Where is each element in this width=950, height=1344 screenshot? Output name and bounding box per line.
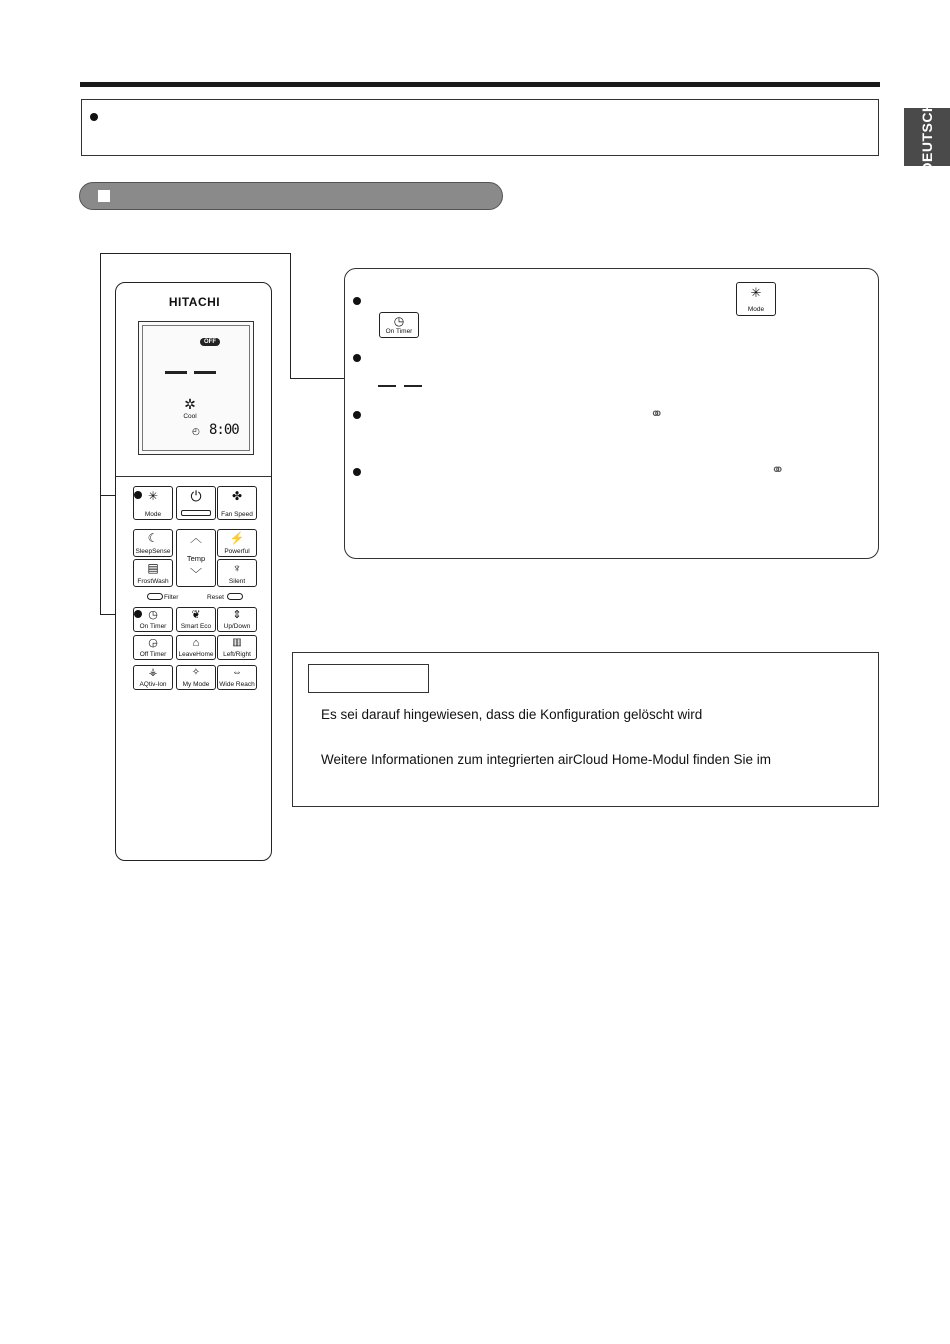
mode-label: Cool	[183, 413, 197, 420]
panel-on-timer-button	[379, 312, 419, 338]
timer-icon: ◷	[393, 314, 405, 328]
off-timer-button[interactable]	[133, 635, 173, 660]
filter-button[interactable]	[147, 593, 163, 600]
swing-vertical-icon: ⇕	[232, 609, 242, 621]
snowflake-icon: ✳	[147, 489, 159, 503]
instruction-panel	[344, 268, 879, 559]
leader-line-top	[100, 253, 291, 254]
reset-button[interactable]	[227, 593, 243, 600]
power-button[interactable]	[176, 486, 216, 520]
power-icon: ⏻	[190, 488, 202, 504]
ion-icon: ⚶	[148, 667, 158, 678]
mode-button-label: Mode	[144, 511, 162, 518]
aqtiv-ion-button[interactable]	[133, 665, 173, 690]
my-mode-button[interactable]	[176, 665, 216, 690]
cool-snowflake-icon: ✲	[184, 396, 196, 412]
panel-bullet-4	[353, 468, 361, 476]
timer-icon: ◶	[148, 637, 158, 649]
frostwash-icon: ▤	[147, 561, 159, 575]
wide-reach-button[interactable]	[217, 665, 257, 690]
leavehome-label: LeaveHome	[178, 651, 214, 658]
fan-speed-button[interactable]	[217, 486, 257, 520]
chevron-up-icon: ︿	[189, 531, 202, 545]
on-timer-label: On Timer	[139, 623, 167, 630]
dash-symbol-1	[378, 385, 396, 387]
hint-tag	[308, 664, 429, 693]
clock-icon: ◴	[192, 426, 200, 436]
temp-label: Temp	[186, 554, 206, 563]
frostwash-button[interactable]	[133, 559, 173, 587]
powerful-label: Powerful	[224, 548, 250, 555]
remote-divider	[116, 476, 271, 477]
swing-horizontal-icon: ▥	[232, 637, 242, 648]
left-right-label: Left/Right	[223, 651, 251, 658]
wide-reach-label: Wide Reach	[219, 681, 255, 688]
off-timer-label: Off Timer	[139, 651, 167, 658]
moon-icon: ☾	[147, 531, 159, 545]
smart-eco-button[interactable]	[176, 607, 216, 632]
top-rule	[80, 82, 880, 87]
leader-line-vertical	[290, 253, 291, 379]
section-heading-bar	[79, 182, 503, 210]
link-icon: ⚭	[650, 406, 664, 423]
left-right-button[interactable]	[217, 635, 257, 660]
dash-symbol-2	[404, 385, 422, 387]
panel-on-timer-label: On Timer	[385, 328, 413, 335]
wide-reach-icon: ⇔	[232, 667, 242, 678]
chevron-down-icon: ﹀	[189, 567, 202, 581]
temp-dash-1	[165, 371, 187, 374]
sleepsense-label: SleepSense	[135, 548, 171, 555]
timer-digits: 8:00	[209, 422, 239, 438]
smart-eco-label: Smart Eco	[180, 623, 212, 630]
reset-label: Reset	[207, 594, 224, 601]
section-square-icon	[98, 190, 110, 202]
snowflake-icon: ✳	[750, 285, 762, 300]
silent-label: Silent	[228, 578, 246, 585]
leader-line-left	[100, 253, 101, 615]
silent-icon: ♆	[232, 561, 242, 575]
callout-dot-on-timer	[134, 610, 142, 618]
language-tab-label: DEUTSCH	[919, 101, 935, 173]
up-down-label: Up/Down	[223, 623, 251, 630]
brand-logo: HITACHI	[168, 295, 221, 309]
panel-bullet-2	[353, 354, 361, 362]
lcd-display	[138, 321, 254, 455]
powerful-button[interactable]	[217, 529, 257, 557]
timer-icon: ◷	[148, 609, 158, 621]
leaf-icon: ❦	[191, 609, 201, 621]
lcd-inner	[142, 325, 250, 451]
panel-mode-label: Mode	[747, 306, 765, 313]
my-mode-icon: ✧	[191, 667, 201, 678]
powerful-icon: ⚡	[229, 531, 245, 545]
temp-rocker[interactable]	[176, 529, 216, 587]
bullet	[90, 113, 98, 121]
panel-mode-button	[736, 282, 776, 316]
fan-speed-label: Fan Speed	[221, 511, 253, 518]
my-mode-label: My Mode	[182, 681, 210, 688]
filter-label: Filter	[164, 594, 179, 601]
hint-line-1: Es sei darauf hingewiesen, dass die Konfiguration gelöscht wird	[321, 707, 703, 722]
leavehome-button[interactable]	[176, 635, 216, 660]
language-tab[interactable]	[904, 101, 950, 173]
sleepsense-button[interactable]	[133, 529, 173, 557]
link-icon: ⚭	[771, 462, 785, 479]
off-badge: OFF	[200, 338, 220, 346]
remote-control	[115, 282, 272, 861]
aqtiv-ion-label: AQtiv-Ion	[139, 681, 167, 688]
callout-dot-mode	[134, 491, 142, 499]
up-down-button[interactable]	[217, 607, 257, 632]
frostwash-label: FrostWash	[137, 578, 169, 585]
fan-icon: ✤	[231, 489, 243, 503]
panel-bullet-1	[353, 297, 361, 305]
power-indicator	[181, 510, 211, 516]
temp-dash-2	[194, 371, 216, 374]
hint-line-2: Weitere Informationen zum integrierten airCloud Home-Modul finden Sie im	[321, 752, 771, 767]
header-note-box	[81, 99, 879, 156]
home-icon: ⌂	[192, 637, 200, 649]
panel-bullet-3	[353, 411, 361, 419]
leader-line-to-panel	[290, 378, 345, 379]
silent-button[interactable]	[217, 559, 257, 587]
